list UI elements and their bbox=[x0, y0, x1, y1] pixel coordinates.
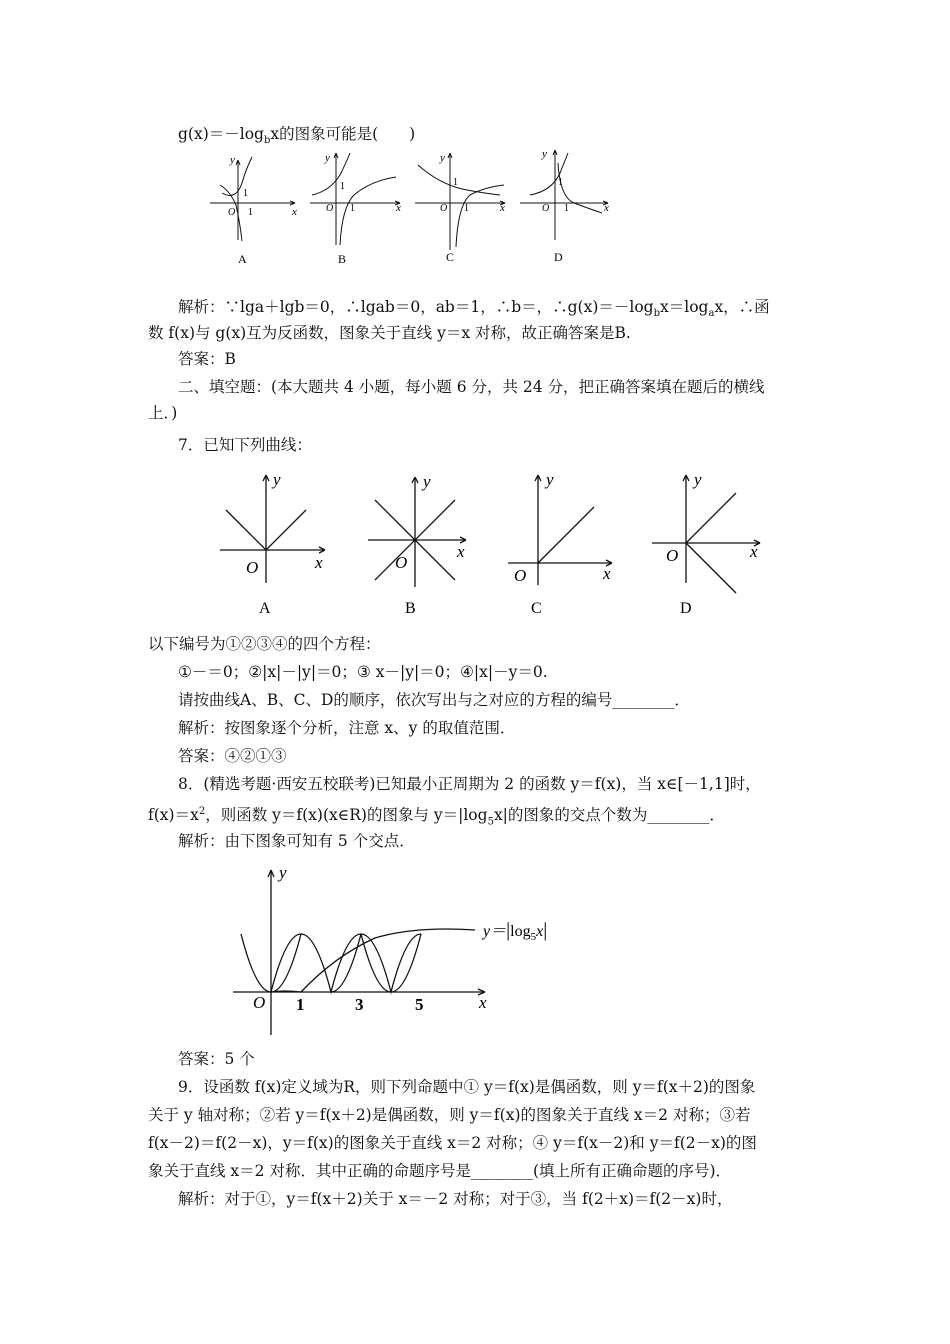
q7-d-y: y bbox=[694, 470, 702, 489]
q6-b-one-x: 1 bbox=[350, 203, 355, 214]
q6-d-y: y bbox=[542, 148, 547, 160]
q8-origin: O bbox=[253, 993, 266, 1012]
q8-axis-x: x bbox=[479, 993, 487, 1012]
q7-c-line bbox=[538, 507, 594, 563]
q6-b-log-curve bbox=[340, 177, 396, 245]
q6-answer: 答案：B bbox=[178, 350, 236, 368]
q6-a-x: x bbox=[292, 206, 297, 218]
q6-c-decay-curve bbox=[418, 165, 500, 195]
q6-label-c: C bbox=[446, 250, 455, 264]
q7-curves-figure bbox=[200, 465, 780, 625]
section2-heading-line1: 二、填空题：(本大题共 4 小题，每小题 6 分，共 24 分，把正确答案填在题后的横线 bbox=[178, 378, 765, 396]
q8-line2: $f(x)=x^2$，则函数 y＝f(x)(x∈R)的图象与 $y=|\log_5x|$的图象的交点个数为________． bbox=[148, 806, 725, 828]
q7-label-b: B bbox=[405, 600, 416, 617]
q7-label-a: A bbox=[259, 600, 271, 617]
q7-a-y: y bbox=[273, 470, 281, 489]
q6-d-origin: O bbox=[542, 203, 550, 214]
q7-a-x: x bbox=[315, 553, 323, 572]
q7-d-x: x bbox=[750, 542, 758, 561]
q8-log-curve bbox=[271, 929, 475, 992]
q8-periodic-arc-1 bbox=[271, 934, 301, 992]
q8-intersection-figure bbox=[225, 860, 570, 1040]
q6-graph-c bbox=[415, 153, 505, 250]
q8-parabolas-between bbox=[331, 934, 421, 992]
q7-d-origin: O bbox=[666, 546, 679, 565]
q7-c-y: y bbox=[546, 470, 554, 489]
q7-stem: 7．已知下列曲线： bbox=[178, 436, 312, 454]
q9-line1: 9．设函数 f(x)定义域为R，则下列命题中① y＝f(x)是偶函数，则 y＝f(x＋2)的图象 bbox=[178, 1078, 756, 1096]
q7-label-d: D bbox=[680, 600, 692, 617]
q6-stem: $g(x)=-\log_bx$的图象可能是( ) bbox=[178, 125, 416, 147]
q6-d-one-x: 1 bbox=[564, 203, 569, 214]
q8-curve-label: $y=|\log_5x|$ bbox=[483, 919, 548, 943]
q8-tick-5: 5 bbox=[415, 995, 424, 1014]
q6-b-origin: O bbox=[326, 203, 334, 214]
q8-axis-y: y bbox=[279, 863, 287, 882]
q6-d-one-y: 1 bbox=[558, 177, 563, 188]
section2-heading-line2: 上．) bbox=[148, 404, 178, 422]
q7-label-c: C bbox=[531, 600, 542, 617]
q7-b-origin: O bbox=[395, 553, 408, 572]
q6-b-one-y: 1 bbox=[340, 181, 345, 192]
q6-graph-b bbox=[310, 153, 400, 245]
q6-analysis-line2: 数 f(x)与 g(x)互为反函数，图象关于直线 y＝x 对称，故正确答案是B. bbox=[148, 324, 631, 342]
q7-b-x: x bbox=[457, 542, 465, 561]
q7-c-origin: O bbox=[514, 566, 527, 585]
q6-label-d: D bbox=[554, 250, 563, 264]
q6-c-origin: O bbox=[440, 203, 448, 214]
q6-c-one-x: 1 bbox=[464, 203, 469, 214]
q6-d-x: x bbox=[604, 202, 609, 214]
q7-intro: 以下编号为①②③④的四个方程： bbox=[148, 635, 381, 653]
q8-tick-1: 1 bbox=[296, 995, 305, 1014]
q8-analysis: 解析：由下图象可知有 5 个交点． bbox=[178, 832, 415, 850]
q7-graph-d bbox=[652, 475, 760, 593]
q6-a-y: y bbox=[230, 154, 235, 166]
q7-graph-b bbox=[368, 477, 466, 587]
q6-graph-a bbox=[210, 157, 295, 241]
q7-a-origin: O bbox=[246, 558, 259, 577]
q7-answer: 答案：④②①③ bbox=[178, 747, 287, 765]
q8-tick-3: 3 bbox=[355, 995, 364, 1014]
q6-analysis-line1: 解析：∵lga＋lgb＝0，∴lgab＝0，ab＝1，∴b＝，$\therefore g(x)=-\log_bx=\log_ax$，∴函 bbox=[178, 298, 770, 320]
q6-a-origin: O bbox=[228, 207, 236, 218]
q9-line2: 关于 y 轴对称；②若 y＝f(x＋2)是偶函数，则 y＝f(x)的图象关于直线 x＝2 对称；③若 bbox=[148, 1106, 751, 1124]
q6-label-b: B bbox=[338, 252, 347, 266]
q6-c-one-y: 1 bbox=[453, 177, 458, 188]
q6-b-y: y bbox=[325, 152, 330, 164]
q9-analysis: 解析：对于①，y＝f(x＋2)关于 x＝－2 对称；对于③，当 f(2＋x)＝f(2－x)时， bbox=[178, 1190, 733, 1208]
q7-analysis: 解析：按图象逐个分析，注意 x、y 的取值范围． bbox=[178, 719, 516, 737]
q7-equations: ①－＝0；②|x|－|y|＝0；③ x－|y|＝0；④|x|－y＝0. bbox=[178, 663, 548, 681]
q6-b-x: x bbox=[396, 202, 401, 214]
q8-answer: 答案：5 个 bbox=[178, 1050, 255, 1068]
q7-instruction: 请按曲线A、B、C、D的顺序，依次写出与之对应的方程的编号________． bbox=[178, 691, 690, 709]
q6-a-one-x: 1 bbox=[248, 207, 253, 218]
q6-graph-options-figure bbox=[200, 145, 620, 270]
q7-b-y: y bbox=[423, 472, 431, 491]
q6-label-a: A bbox=[238, 252, 247, 266]
q7-graph-a bbox=[220, 475, 325, 583]
q9-line4: 象关于直线 x＝2 对称．其中正确的命题序号是________(填上所有正确命题的序号)． bbox=[148, 1162, 732, 1180]
q6-c-x: x bbox=[500, 202, 505, 214]
q6-c-y: y bbox=[440, 152, 445, 164]
q8-line1: 8．(精选考题·西安五校联考)已知最小正周期为 2 的函数 y＝f(x)，当 x∈[－1,1]时， bbox=[178, 775, 761, 793]
q7-c-x: x bbox=[603, 564, 611, 583]
q6-graph-d bbox=[520, 150, 608, 240]
q9-line3: f(x－2)＝f(2－x)，y＝f(x)的图象关于直线 x＝2 对称；④ y＝f(x－2)和 y＝f(2－x)的图 bbox=[148, 1134, 757, 1152]
q6-a-one-y: 1 bbox=[243, 188, 248, 199]
